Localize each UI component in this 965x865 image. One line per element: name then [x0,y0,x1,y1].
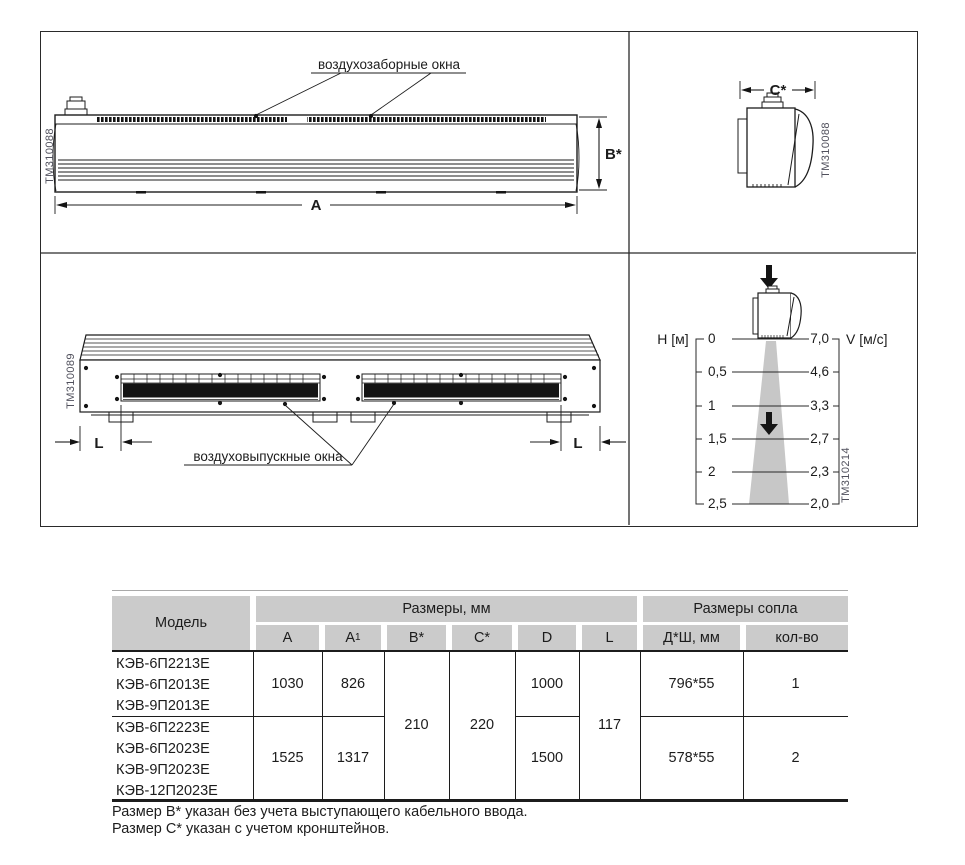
dim-l-right-label: L [573,435,583,452]
dim-c-label: C* [769,82,787,99]
cell-a-row1: 1030 [271,675,304,692]
note-line-2: Размер C* указан с учетом кронштейнов. [112,821,390,837]
front-view-drawing [53,73,607,214]
header-a1-sub: 1 [355,632,361,643]
v-tick-2: 3,3 [810,398,829,413]
cell-qty-row1: 1 [791,675,800,692]
table-top-rule [112,590,848,591]
header-group-dims: Размеры, мм [402,601,491,617]
header-qty: кол-во [775,629,819,646]
header-c: C* [473,629,491,646]
cell-a-row2: 1525 [271,750,304,766]
cell-c-merged: 220 [469,717,495,733]
header-a1 [325,625,381,650]
tm-label-airflow: TM310214 [840,447,852,503]
airflow-device [753,286,801,338]
cell-dw-row1: 796*55 [668,675,715,692]
h-axis-bracket [696,339,704,504]
intake-windows-label: воздухозаборные окна [317,57,461,72]
model-name: КЭВ-12П2023Е [116,783,218,799]
cell-d-row1: 1000 [530,675,564,692]
model-name: КЭВ-6П2223Е [116,720,210,736]
h-tick-1: 0,5 [708,364,727,379]
header-dw: Д*Ш, мм [663,629,720,646]
v-axis-ticks [810,331,829,511]
cable-gland-front [65,97,87,115]
h-tick-0: 0 [708,331,716,346]
v-tick-1: 4,6 [810,364,829,379]
header-l: L [605,629,614,646]
tm-label-bottom: TM310089 [65,353,77,409]
outlet-grille-1 [121,374,320,401]
cell-b-merged: 210 [404,717,429,733]
header-group-nozzle: Размеры сопла [693,601,798,617]
model-name: КЭВ-9П2013Е [116,698,210,714]
header-model: Модель [154,615,208,631]
tm-label-front: TM310088 [44,128,56,184]
model-name: КЭВ-6П2013Е [116,677,210,693]
h-axis-ticks [708,331,727,511]
cell-qty-row2: 2 [791,750,800,766]
note-line-1: Размер B* указан без учета выступающего кабельного ввода. [112,804,528,820]
v-tick-0: 7,0 [810,331,829,346]
mounting-feet [109,412,571,422]
header-b: B* [408,629,425,646]
h-tick-2: 1 [708,398,716,413]
table-bottom-border [112,799,848,802]
v-tick-3: 2,7 [810,431,829,446]
cell-d-row2: 1500 [530,750,564,766]
cell-l-merged: 117 [597,717,622,733]
h-tick-3: 1,5 [708,431,727,446]
v-tick-5: 2,0 [810,496,829,511]
drawings-svg [41,32,916,525]
cell-dw-row2: 578*55 [668,750,715,766]
intake-annotation-leaders [254,73,466,118]
dimension-b [579,117,607,190]
dim-a-label: A [310,197,322,214]
model-cell-row2 [116,718,218,802]
cell-a1-row2: 1317 [336,750,370,766]
dim-l-left-label: L [94,435,104,452]
dim-b-label: B* [605,146,622,163]
header-a: A [282,629,293,646]
v-axis-label: V [м/с] [846,331,888,347]
model-cell-row1 [116,654,210,717]
h-tick-5: 2,5 [708,496,727,511]
h-axis-label: H [м] [657,331,689,347]
v-tick-4: 2,3 [810,464,829,479]
h-tick-4: 2 [708,464,716,479]
outlet-grille-2 [362,374,561,401]
model-name: КЭВ-6П2213Е [116,656,210,672]
cell-a1-row1: 826 [340,675,366,692]
v-axis-bracket [832,339,839,504]
header-a1-base: A [345,629,356,646]
drawing-frame [40,31,918,527]
outlet-windows-label: воздуховыпускные окна [193,449,343,464]
bottom-view-drawing [55,335,626,465]
model-name: КЭВ-9П2023Е [116,762,210,778]
model-name: КЭВ-6П2023Е [116,741,210,757]
header-d: D [541,629,553,646]
tm-label-side: TM310088 [820,122,832,178]
flow-arrow-top [760,265,778,289]
